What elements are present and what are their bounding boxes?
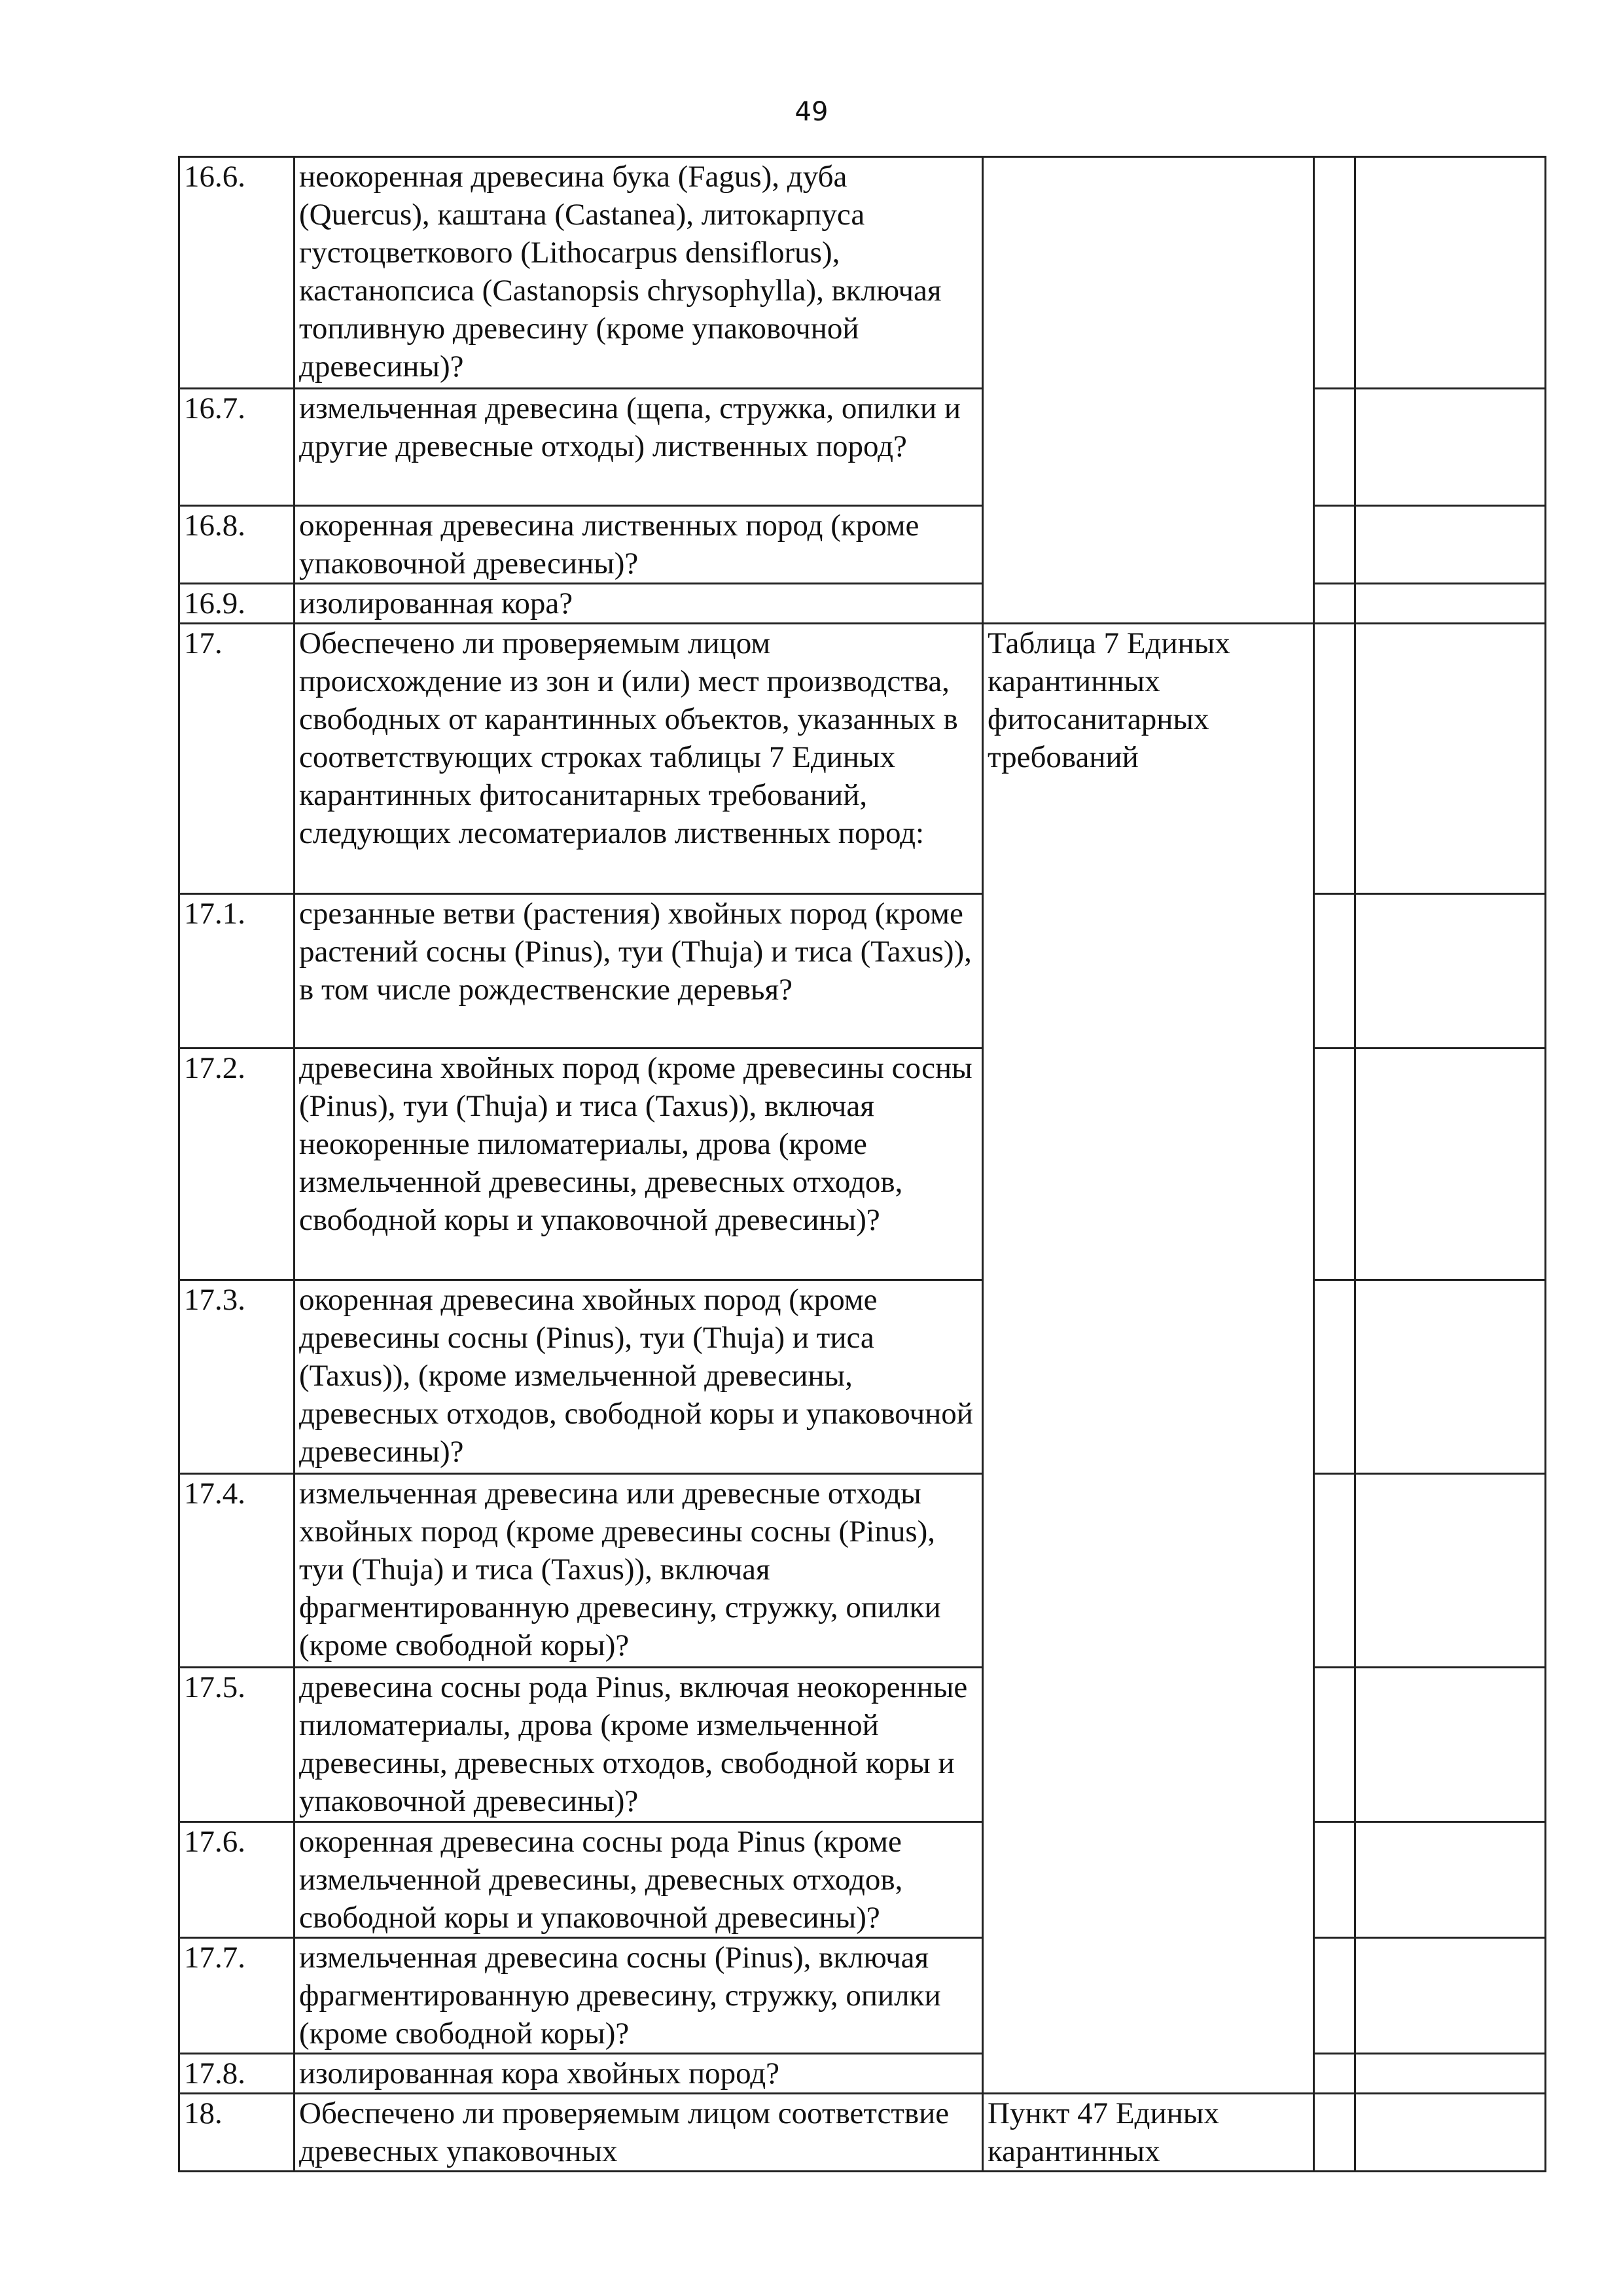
requirements-table	[178, 156, 1546, 2172]
answer-cell[interactable]	[1355, 157, 1546, 389]
question-text: древесина хвойных пород (кроме древесины сосны (Pinus), туи (Thuja) и тиса (Taxus)), включая неокоренные пиломатериалы, дрова (кроме измельченной древесины, древесных отходов, свободной коры и упаковочной древесины)?	[294, 1049, 983, 1280]
row-number: 18.	[179, 2094, 294, 2172]
row-number: 17.3.	[179, 1280, 294, 1474]
spacer-cell	[1314, 1474, 1355, 1668]
spacer-cell	[1314, 1049, 1355, 1280]
table-row	[179, 1049, 1546, 1280]
reference-cell: Таблица 7 Единых карантинных фитосанитарных требований	[983, 624, 1314, 2094]
spacer-cell	[1314, 1822, 1355, 1938]
answer-cell[interactable]	[1355, 1938, 1546, 2054]
question-text: древесина сосны рода Pinus, включая неокоренные пиломатериалы, дрова (кроме измельченной древесины, древесных отходов, свободной коры и упаковочной древесины)?	[294, 1668, 983, 1822]
row-number: 17.1.	[179, 894, 294, 1049]
spacer-cell	[1314, 157, 1355, 389]
spacer-cell	[1314, 1668, 1355, 1822]
spacer-cell	[1314, 1280, 1355, 1474]
table-row	[179, 2054, 1546, 2094]
question-text: изолированная кора хвойных пород?	[294, 2054, 983, 2094]
table-row	[179, 1822, 1546, 1938]
answer-cell[interactable]	[1355, 506, 1546, 584]
table-row	[179, 894, 1546, 1049]
reference-cell: Пункт 47 Единых карантинных	[983, 2094, 1314, 2172]
answer-cell[interactable]	[1355, 2094, 1546, 2172]
spacer-cell	[1314, 894, 1355, 1049]
spacer-cell	[1314, 1938, 1355, 2054]
table-row	[179, 1668, 1546, 1822]
question-text: Обеспечено ли проверяемым лицом соответствие древесных упаковочных	[294, 2094, 983, 2172]
row-number: 16.6.	[179, 157, 294, 389]
spacer-cell	[1314, 624, 1355, 894]
answer-cell[interactable]	[1355, 1668, 1546, 1822]
row-number: 16.9.	[179, 584, 294, 624]
question-text: окоренная древесина сосны рода Pinus (кроме измельченной древесины, древесных отходов, свободной коры и упаковочной древесины)?	[294, 1822, 983, 1938]
table-row	[179, 1280, 1546, 1474]
row-number: 16.7.	[179, 389, 294, 506]
row-number: 17.8.	[179, 2054, 294, 2094]
question-text: неокоренная древесина бука (Fagus), дуба (Quercus), каштана (Castanea), литокарпуса густоцветкового (Lithocarpus densiflorus), кастанопсиса (Castanopsis chrysophylla), включая топливную древесину (кроме упаковочной древесины)?	[294, 157, 983, 389]
question-text: Обеспечено ли проверяемым лицом происхождение из зон и (или) мест производства, свободных от карантинных объектов, указанных в соответствующих строках таблицы 7 Единых карантинных фитосанитарных требований, следующих лесоматериалов лиственных пород:	[294, 624, 983, 894]
answer-cell[interactable]	[1355, 1280, 1546, 1474]
question-text: срезанные ветви (растения) хвойных пород (кроме растений сосны (Pinus), туи (Thuja) и тиса (Taxus)), в том числе рождественские деревья?	[294, 894, 983, 1049]
question-text: измельченная древесина сосны (Pinus), включая фрагментированную древесину, стружку, опилки (кроме свободной коры)?	[294, 1938, 983, 2054]
table-row	[179, 1938, 1546, 2054]
page-number: 49	[794, 97, 829, 127]
question-text: измельченная древесина (щепа, стружка, опилки и другие древесные отходы) лиственных пород?	[294, 389, 983, 506]
question-text: окоренная древесина лиственных пород (кроме упаковочной древесины)?	[294, 506, 983, 584]
question-text: измельченная древесина или древесные отходы хвойных пород (кроме древесины сосны (Pinus), туи (Thuja) и тиса (Taxus)), включая фрагментированную древесину, стружку, опилки (кроме свободной коры)?	[294, 1474, 983, 1668]
answer-cell[interactable]	[1355, 894, 1546, 1049]
answer-cell[interactable]	[1355, 1474, 1546, 1668]
row-number: 17.2.	[179, 1049, 294, 1280]
spacer-cell	[1314, 389, 1355, 506]
row-number: 17.5.	[179, 1668, 294, 1822]
answer-cell[interactable]	[1355, 1822, 1546, 1938]
spacer-cell	[1314, 2054, 1355, 2094]
row-number: 16.8.	[179, 506, 294, 584]
row-number: 17.7.	[179, 1938, 294, 2054]
row-number: 17.	[179, 624, 294, 894]
answer-cell[interactable]	[1355, 584, 1546, 624]
table-row	[179, 506, 1546, 584]
answer-cell[interactable]	[1355, 624, 1546, 894]
table-row	[179, 1474, 1546, 1668]
table-row	[179, 389, 1546, 506]
table-row	[179, 584, 1546, 624]
spacer-cell	[1314, 2094, 1355, 2172]
spacer-cell	[1314, 506, 1355, 584]
table-row	[179, 624, 1546, 894]
table-row	[179, 2094, 1546, 2172]
row-number: 17.4.	[179, 1474, 294, 1668]
question-text: изолированная кора?	[294, 584, 983, 624]
reference-cell	[983, 157, 1314, 624]
table-row	[179, 157, 1546, 389]
question-text: окоренная древесина хвойных пород (кроме древесины сосны (Pinus), туи (Thuja) и тиса (Taxus)), (кроме измельченной древесины, древесных отходов, свободной коры и упаковочной древесины)?	[294, 1280, 983, 1474]
row-number: 17.6.	[179, 1822, 294, 1938]
answer-cell[interactable]	[1355, 1049, 1546, 1280]
answer-cell[interactable]	[1355, 389, 1546, 506]
answer-cell[interactable]	[1355, 2054, 1546, 2094]
spacer-cell	[1314, 584, 1355, 624]
